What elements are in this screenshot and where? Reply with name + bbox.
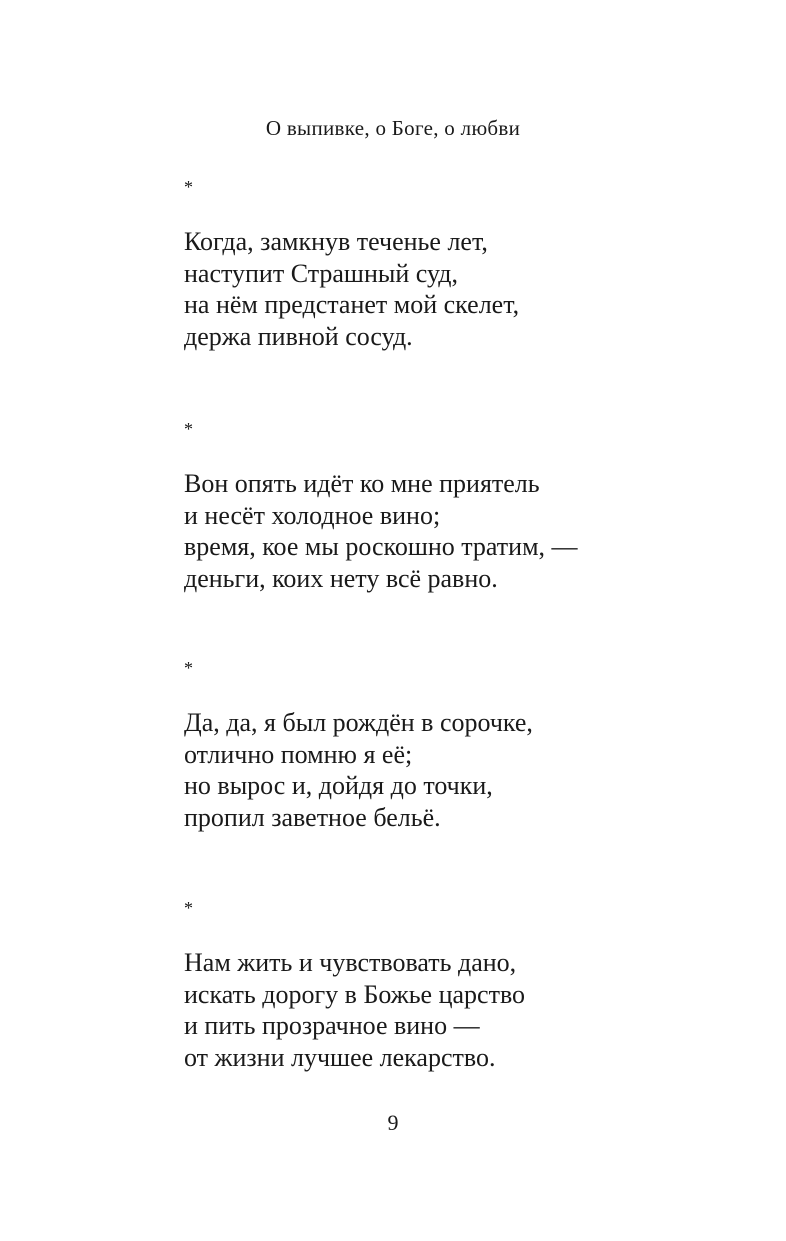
poem-2: [184, 420, 704, 594]
poem-line: время, кое мы роскошно тратим, —: [184, 532, 578, 561]
poem-line: и пить прозрачное вино —: [184, 1011, 480, 1040]
poem-line: искать дорогу в Божье царство: [184, 979, 526, 1009]
poem-line: держа пивной сосуд.: [184, 321, 413, 351]
poem-line: наступит Страшный суд,: [184, 258, 459, 288]
asterisk-separator: *: [184, 658, 193, 678]
poem-line: Да, да, я был рождён в сорочке,: [184, 708, 533, 737]
poem-line: от жизни лучшее лекарство.: [184, 1042, 496, 1072]
poem-line: отлично помню я её;: [184, 739, 413, 769]
poem-line: и несёт холодное вино;: [184, 500, 441, 530]
page-number: 9: [387, 1110, 399, 1135]
poem-line: деньги, коих нету всё равно.: [184, 563, 498, 593]
poem-4: [184, 899, 704, 1073]
poem-line: но вырос и, дойдя до точки,: [184, 771, 493, 800]
running-title: О выпивке, о Боге, о любви: [265, 116, 521, 140]
poem-line: на нём предстанет мой скелет,: [184, 290, 520, 319]
poem-line: пропил заветное бельё.: [184, 802, 441, 832]
poem-line: Нам жить и чувствовать дано,: [184, 948, 517, 977]
asterisk-separator: *: [184, 898, 193, 918]
poem-3: [184, 659, 704, 833]
asterisk-separator: *: [184, 177, 193, 197]
asterisk-separator: *: [184, 419, 193, 439]
poem-line: Когда, замкнув теченье лет,: [184, 227, 488, 256]
poem-1: [184, 178, 704, 352]
poem-line: Вон опять идёт ко мне приятель: [184, 469, 540, 498]
